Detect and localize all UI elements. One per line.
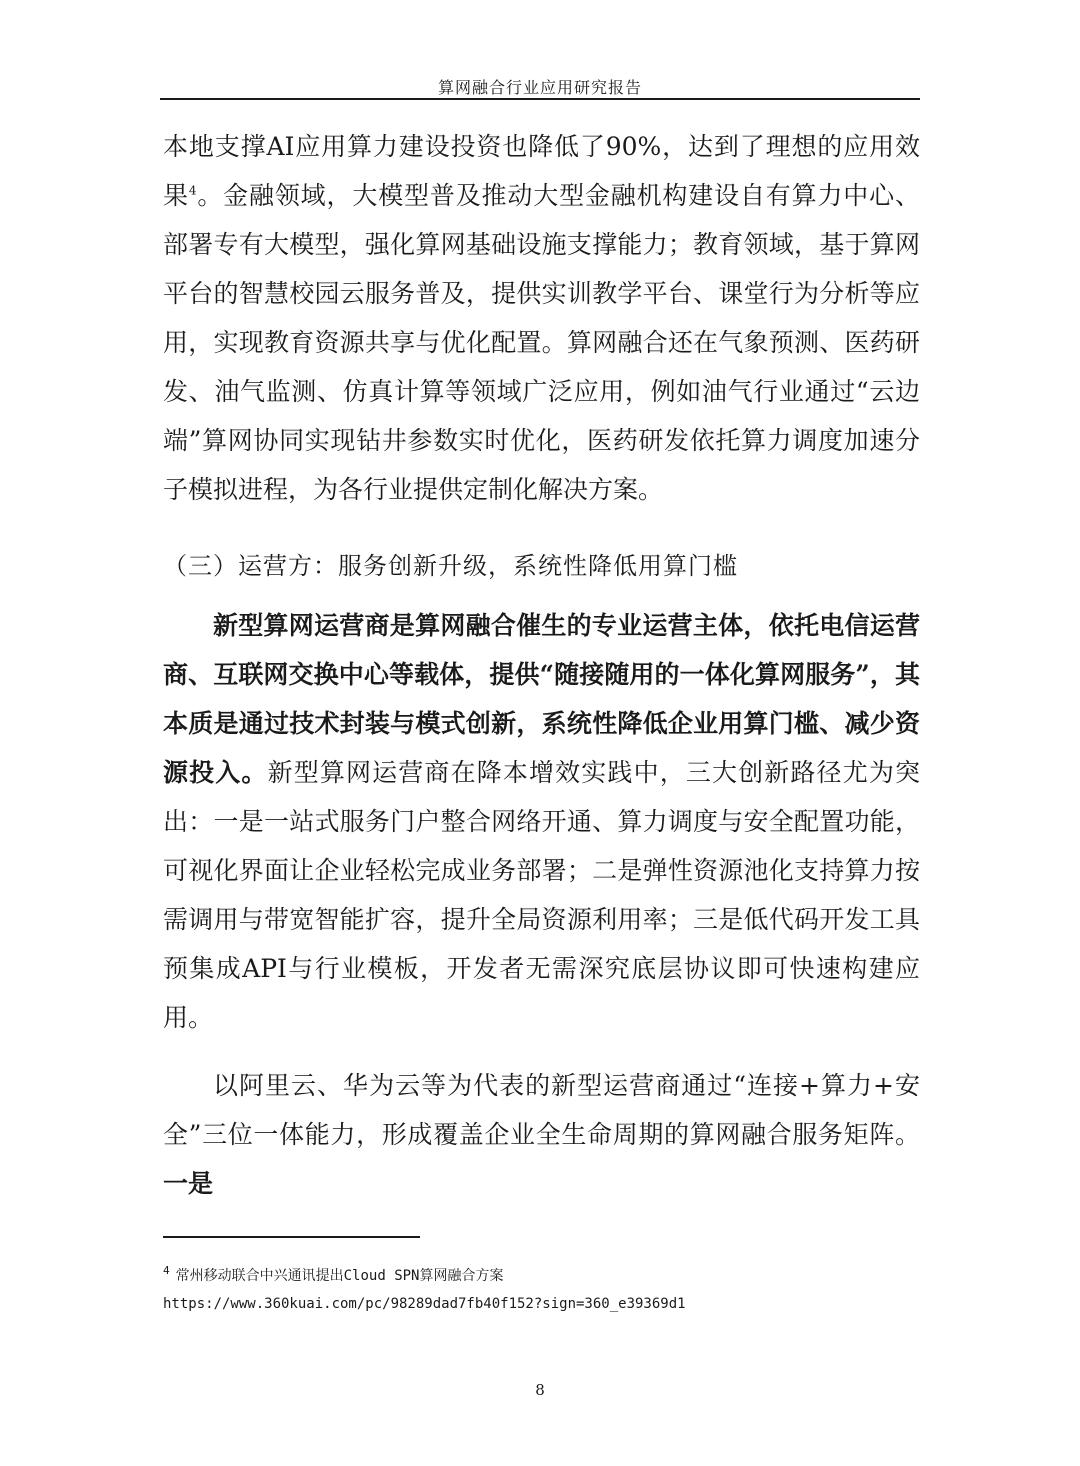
paragraph-3-bold: 一是 [163,1169,214,1198]
section-heading: （三）运营方：服务创新升级，系统性降低用算门槛 [163,552,738,580]
paragraph-3 [163,1061,920,1208]
paragraph-1 [163,122,920,514]
header-rule [160,98,920,100]
paragraph-2-bold: 新型算网运营商是算网融合催生的专业运营主体，依托电信运营商、互联网交换中心等载体，提供“随接随用的一体化算网服务”，其本质是通过技术封装与模式创新，系统性降低企业用算门槛、减少资源投入。 [163,611,920,787]
paragraph-2 [163,601,920,1042]
footnote-line-1 [163,1262,923,1290]
running-header: 算网融合行业应用研究报告 [437,78,642,97]
body-text [163,122,920,1208]
page-number: 8 [535,1381,545,1399]
footnote-rule [163,1236,420,1238]
footnote-reference[interactable]: 4 [188,183,197,198]
paragraph-3-text: 以阿里云、华为云等为代表的新型运营商通过“连接+算力+安全”三位一体能力，形成覆盖企业全生命周期的算网融合服务矩阵。 [163,1071,920,1149]
paragraph-2-rest: 新型算网运营商在降本增效实践中，三大创新路径尤为突出：一是一站式服务门户整合网络开通、算力调度与安全配置功能，可视化界面让企业轻松完成业务部署；二是弹性资源池化支持算力按需调用与带宽智能扩容，提升全局资源利用率；三是低代码开发工具预集成API与行业模板，开发者无需深究底层协议即可快速构建应用。 [163,758,920,1032]
footnote-url[interactable]: https://www.360kuai.com/pc/98289dad7fb40f152?sign=360_e39369d1 [163,1296,686,1312]
paragraph-1-rest: 。金融领域，大模型普及推动大型金融机构建设自有算力中心、部署专有大模型，强化算网基础设施支撑能力；教育领域，基于算网平台的智慧校园云服务普及，提供实训教学平台、课堂行为分析等应用，实现教育资源共享与优化配置。算网融合还在气象预测、医药研发、油气监测、仿真计算等领域广泛应用，例如油气行业通过“云边端”算网协同实现钻井参数实时优化，医药研发依托算力调度加速分子模拟进程，为各行业提供定制化解决方案。 [163,181,920,504]
footnote [163,1262,923,1318]
paragraph-1-start: 本地支撑AI应用算力建设投资也降低了90%，达到了理想的应用效果 [163,132,920,210]
footnote-text: 常州移动联合中兴通讯提出Cloud SPN算网融合方案 [175,1268,504,1284]
footnote-number: 4 [163,1264,170,1278]
